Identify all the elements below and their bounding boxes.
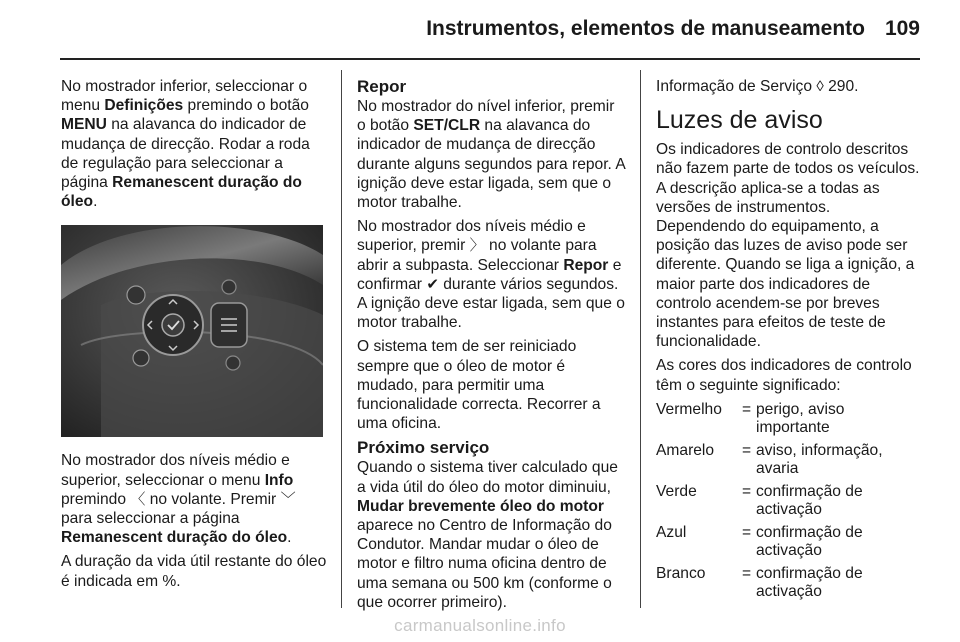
text-run: No mostrador inferior, seleccionar o menu (61, 78, 308, 115)
equals-sign: = (742, 523, 752, 541)
equals-sign: = (742, 482, 752, 500)
chevron-left-icon: 〈 (130, 490, 146, 508)
col3-paragraph-3: As cores dos indicadores de controlo têm o seguinte significado: (656, 357, 912, 394)
color-name: Azul (656, 523, 687, 541)
color-meaning: confirmação de activação (756, 523, 863, 559)
header-rule (60, 58, 920, 60)
column-1 (61, 77, 327, 596)
col2-paragraph-4 (357, 458, 627, 612)
color-name: Amarelo (656, 441, 715, 459)
column-2 (357, 77, 627, 617)
page-reference-icon: ◊ (816, 78, 824, 95)
color-meaning: aviso, informação, avaria (756, 441, 883, 477)
bold-term: Info (264, 471, 294, 489)
text-run: e confirmar (357, 256, 622, 293)
text-run: . (93, 193, 98, 211)
col2-paragraph-3: O sistema tem de ser reiniciado sempre que o óleo de motor é mudado, para permitir uma funcionalidade correcta. Recorrer a uma oficina. (357, 338, 601, 433)
text-run: premindo o botão (183, 97, 309, 115)
col1-paragraph-2 (61, 451, 327, 547)
heading-proximo-servico: Próximo serviço (357, 438, 490, 458)
col2-paragraph-2 (357, 217, 627, 332)
text-run: No mostrador do nível inferior, premir o botão (357, 98, 615, 135)
col1-paragraph-3: A duração da vida útil restante do óleo é indicada em %. (61, 553, 327, 590)
service-info-reference (656, 77, 924, 96)
heading-luzes-de-aviso: Luzes de aviso (656, 106, 823, 135)
text-run: no volante. Premir (145, 490, 281, 508)
col3-paragraph-2: Dependendo do equipamento, a posição das luzes de aviso pode ser diferente. Quando se liga a ignição, a maior parte dos indicadores de controlo acendem-se por breves instantes para efeitos de teste de funcionalidade. (656, 218, 915, 351)
text-run: . (287, 529, 292, 547)
text-run: na alavanca do indicador de mudança de direcção durante alguns segundos para repor. A ignição deve estar ligada, sem que o motor trabalhe. (357, 117, 625, 212)
text-run: para seleccionar a página (61, 510, 240, 528)
color-meaning: confirmação de activação (756, 482, 863, 518)
text-run: aparece no Centro de Informação do Condutor. Mandar mudar o óleo de motor e filtro numa oficina dentro de uma semana ou 500 km (conforme o que ocorrer primeiro). (357, 517, 612, 611)
column-divider-2 (640, 70, 641, 608)
text-run: premindo (61, 490, 131, 508)
text-run: 290. (823, 78, 859, 95)
bold-term: Definições (104, 97, 184, 115)
color-row (656, 565, 924, 601)
bold-term: Repor (563, 256, 609, 274)
color-row (656, 442, 924, 478)
page-number: 109 (884, 17, 920, 40)
watermark: carmanualsonline.info (394, 616, 566, 635)
bold-term: SET/CLR (413, 117, 481, 135)
bold-term: Mudar brevemente óleo do motor (357, 497, 604, 515)
color-meaning: confirmação de activação (756, 564, 863, 600)
text-run: na alavanca do indicador de mudança de direcção. Rodar a roda de regulação para seleccionar a página (61, 116, 310, 192)
text-run: no volante para abrir a subpasta. Seleccionar (357, 237, 597, 274)
equals-sign: = (742, 564, 752, 582)
page-title: Instrumentos, elementos de manuseamento (426, 17, 865, 40)
steering-wheel-controls-photo (61, 225, 323, 437)
color-name: Vermelho (656, 400, 722, 418)
text-run: Quando o sistema tiver calculado que a vida útil do óleo do motor diminuiu, (357, 459, 618, 496)
heading-repor: Repor (357, 77, 407, 96)
color-meaning-table (656, 401, 924, 601)
chevron-down-icon: ﹀ (280, 490, 296, 508)
color-name: Branco (656, 564, 706, 582)
column-divider-1 (341, 70, 342, 608)
chevron-right-icon: 〉 (469, 237, 485, 255)
bold-term: MENU (61, 116, 107, 134)
text-run: durante vários segundos. A ignição deve estar ligada, sem que o motor trabalhe. (357, 275, 625, 332)
color-meaning: perigo, aviso importante (756, 400, 845, 436)
text-run: Informação de Serviço (656, 78, 817, 95)
color-row (656, 401, 924, 437)
color-row (656, 483, 924, 519)
bold-term: Remanescent duração do óleo (61, 529, 288, 547)
equals-sign: = (742, 441, 752, 459)
text-run: No mostrador dos níveis médio e superior, seleccionar o menu (61, 452, 290, 489)
page-header (0, 0, 960, 58)
column-3 (656, 77, 924, 606)
col2-paragraph-1 (357, 97, 627, 212)
bold-term: Remanescent duração do óleo (61, 174, 302, 211)
color-row (656, 524, 924, 560)
steering-wheel-illustration (61, 225, 323, 437)
equals-sign: = (742, 400, 752, 418)
text-run: No mostrador dos níveis médio e superior, premir (357, 218, 586, 255)
col3-paragraph-1: Os indicadores de controlo descritos não fazem parte de todos os veículos. A descrição aplica-se a todas as versões de instrumentos. (656, 141, 920, 216)
checkmark-icon: ✔ (426, 275, 439, 293)
color-name: Verde (656, 482, 697, 500)
col1-paragraph-1 (61, 77, 327, 211)
